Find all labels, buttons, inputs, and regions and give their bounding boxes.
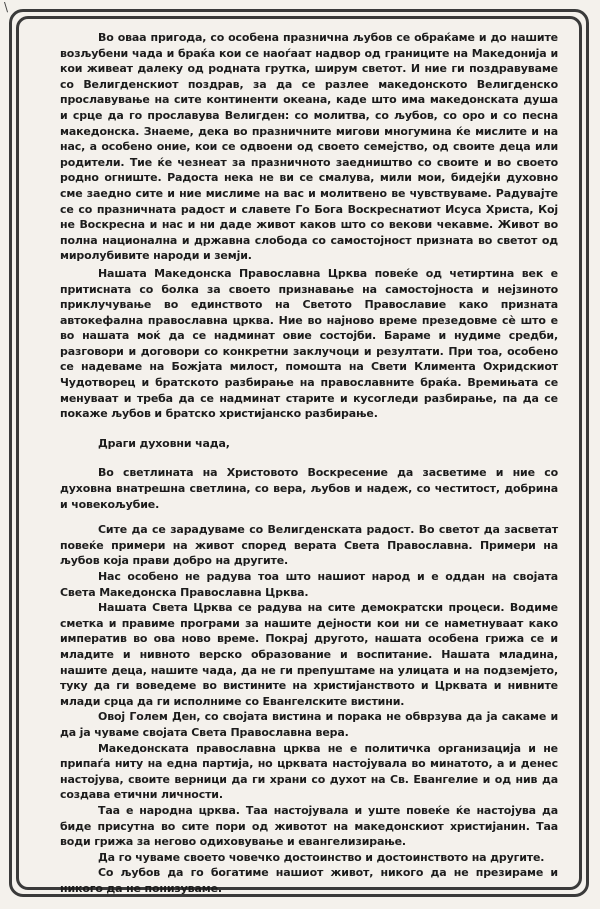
paragraph-church-recognition: Нашата Македонска Православна Црква повеќе од четиртина век е притисната со болка за своето признавање на самостојноста и нејзиното приклучување во единството на Светото Православие како призната автокефална православна црква. Ние во најново време презедовме сè што е во нашата моќ да се надминат овие состојби. Бараме и нудиме средби, разговори и договори со конкретни заклучоци и резултати. При тоа, особено се надеваме на Божјата милост, помошта на Свети Климента Охридскиот Чудотворец и братското разбирање на православните браќа. Времињата се менуваат и треба да се надминат старите и кусогледи разбирање, па да се покаже љубов и братско христијанско разбирање. — [60, 266, 558, 421]
paragraph-great-day: Овој Голем Ден, со својата вистина и порака не обврзува да ја сакаме и да ја чуваме својата Света Православна вера. — [60, 710, 558, 739]
paragraph-resurrection-light: Во светлината на Христовото Воскресение да засветиме и ние со духовна внатрешна светлина, со вера, љубов и надеж, со честитост, добрина и човекољубие. — [60, 466, 558, 511]
paragraph-democratic-processes: Нашата Света Црква се радува на сите демократски процеси. Водиме сметка и правиме програми за нашите дејности кои ни се наметнуваат како императив во ова ново време. Покрај другото, нашата особена грижа се и младите и нивното верско образование и воспитание. Нашата младина, нашите деца, нашите чада, да не ги препуштаме на улицата и на подземјето, туку да ги воведеме во вистините на христијанството и Црквата и нивните млади срца да ги исполниме со Евангелските вистини. — [60, 601, 558, 708]
salutation: Драги духовни чада, — [98, 436, 230, 450]
paragraph-peoples-church: Таа е народна црква. Таа настојувала и уште повеќе ќе настојува да биде присутна во сите пори од животот на македонскиот христијанин. Таа води грижа за негово одиховување и евангелизирање. — [60, 803, 558, 849]
paragraph-not-political: Македонската православна црква не е политичка организација и не припаѓа ниту на една партија, но црквата настојувала во минатото, а и денес настојува, своите верници да ги храни со духот на Св. Евангелие и од нив да создава етични личности. — [60, 741, 558, 802]
document-body — [60, 30, 558, 896]
corner-mark: \ — [4, 0, 9, 14]
paragraph-greeting-abroad: Во оваа пригода, со особена празнична љубов се обраќаме и до нашите возљубени чада и браќа кои се наоѓаат надвор од границите на Македонија и кои живеат далеку од родната грутка, ширум светот. И ние ги поздравуваме со Велигденскиот поздрав, за да се разлее македонското Велигденско прославување на сите континенти океана, каде што има македонската душа и срце да го прославува Велигден: со молитва, со љубов, со оро и со песна македонска. Знаеме, дека во празничните мигови многумина ќе мислите и на нас, а особено оние, кои се одвоени од своето семејство, од своите деца или родители. Тие ќе чезнеат за празничното заедништво со своите и во своето родно огниште. Радоста нека не ви се смалува, мили мои, бидејќи духовно сме заедно сите и ние мислиме на вас и молитвено ве чувствуваме. Радувајте се со празничната радост и славете Го Бога Воскреснатиот Исуса Христа, Кој не Воскресна и нас и ни даде живот каков што со векови чекавме. Живот во полна национална и државна слобода со самостојност призната во светот од миролубивите народи и земји. — [60, 31, 558, 263]
paragraph-love-enrich: Со љубов да го богатиме нашиот живот, никого да не презираме и никого да не понизуваме. — [60, 866, 558, 895]
paragraph-devoted-people: Нас особено не радува тоа што нашиот народ и е оддан на својата Света Македонска Православна Црква. — [60, 570, 558, 599]
paragraph-easter-joy: Сите да се зарадуваме со Велигденската радост. Во светот да засветат повеќе примери на живот според верата Света Православна. Примери на љубов која прави добро на другите. — [60, 523, 558, 568]
paragraph-human-dignity: Да го чуваме своето човечко достоинство и достоинството на другите. — [98, 850, 545, 864]
